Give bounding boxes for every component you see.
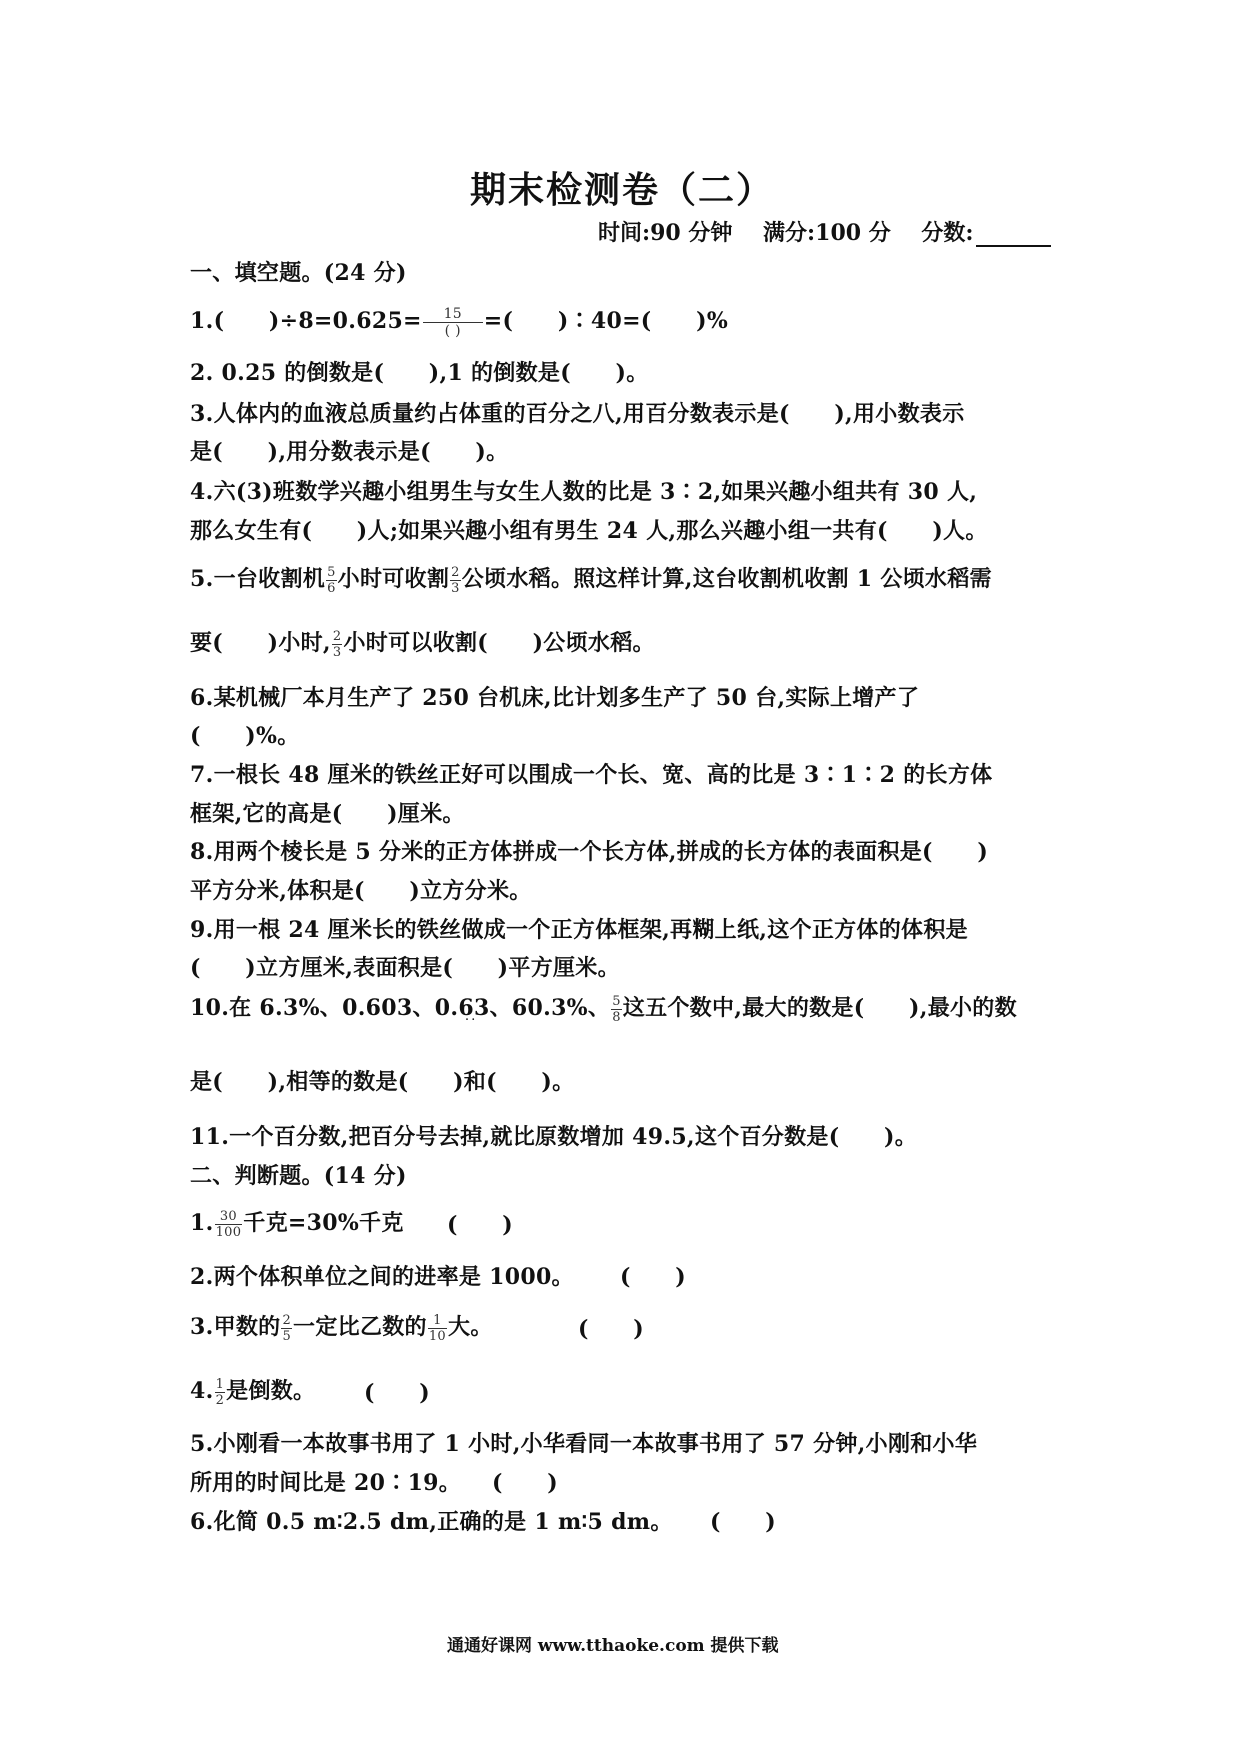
fraction-denominator: 6	[327, 580, 336, 596]
fraction-denominator: 10	[428, 1328, 447, 1344]
question-3-line-2: 是( ),用分数表示是( )。	[190, 439, 509, 465]
judge-3-text-b: 一定比乙数的	[293, 1314, 427, 1340]
judge-3-answer-blank[interactable]: ( )	[578, 1316, 645, 1342]
fraction-numerator: 2	[451, 564, 460, 580]
fraction-1-2	[215, 1378, 226, 1407]
full-score-info: 满分:100 分	[763, 220, 891, 246]
question-9-line-2: ( )立方厘米,表面积是( )平方厘米。	[190, 955, 620, 981]
judge-3-text-c: 大。	[448, 1314, 493, 1340]
question-10-text-a: 10.在 6.3%、0.603、0.6	[190, 995, 474, 1021]
judge-5-answer-blank[interactable]: ( )	[492, 1470, 559, 1496]
fraction-5-8	[611, 995, 622, 1024]
question-4-line-2: 那么女生有( )人;如果兴趣小组有男生 24 人,那么兴趣小组一共有( )人。	[190, 518, 988, 544]
fraction-30-100	[215, 1210, 243, 1239]
fraction-numerator: 2	[282, 1312, 292, 1328]
question-1	[190, 304, 728, 338]
fraction-numerator: 1	[215, 1376, 225, 1392]
judge-1-answer-blank[interactable]: ( )	[447, 1212, 514, 1238]
question-1-text-a: 1.( )÷8=0.625=	[190, 308, 422, 334]
judge-5-line-1: 5.小刚看一本故事书用了 1 小时,小华看同一本故事书用了 57 分钟,小刚和小华	[190, 1431, 978, 1457]
judge-3	[190, 1310, 493, 1343]
fraction-5-6	[326, 566, 337, 595]
question-10-text-b: 、60.3%、	[489, 995, 611, 1021]
judge-1-text: 千克=30%千克	[243, 1210, 404, 1236]
question-1-fraction	[423, 307, 483, 338]
question-5-line-2	[190, 626, 655, 659]
question-10-line-1	[190, 991, 1017, 1031]
fraction-numerator: 15	[443, 305, 462, 322]
fraction-numerator: 1	[433, 1312, 442, 1328]
judge-6-answer-blank[interactable]: ( )	[710, 1509, 777, 1535]
question-5-text-a: 5.一台收割机	[190, 566, 326, 592]
question-5-text-b: 小时可收割	[337, 566, 450, 592]
question-10-text-c: 这五个数中,最大的数是( ),最小的数	[622, 995, 1017, 1021]
page-title: 期末检测卷（二）	[470, 169, 775, 211]
judge-2-answer-blank[interactable]: ( )	[620, 1264, 687, 1290]
judge-2: 2.两个体积单位之间的进率是 1000。	[190, 1264, 574, 1290]
question-5-text-c: 公顷水稻。照这样计算,这台收割机收割 1 公顷水稻需	[461, 566, 992, 592]
fraction-1-10	[428, 1314, 447, 1343]
fraction-denominator: 5	[282, 1328, 292, 1344]
fraction-numerator: 5	[327, 564, 336, 580]
question-1-text-b: =( )∶40=( )%	[483, 308, 729, 334]
fraction-denominator: 8	[612, 1009, 621, 1025]
section-heading-fill: 一、填空题。(24 分)	[190, 260, 407, 286]
question-2: 2. 0.25 的倒数是( ),1 的倒数是( )。	[190, 360, 649, 386]
question-3-line-1: 3.人体内的血液总质量约占体重的百分之八,用百分数表示是( ),用小数表示	[190, 401, 965, 427]
repeating-digits: 3	[473, 995, 490, 1021]
repeat-dots: ˙˙	[463, 1017, 477, 1031]
fraction-numerator: 30	[219, 1208, 238, 1224]
question-7-line-2: 框架,它的高是( )厘米。	[190, 801, 465, 827]
question-8-line-1: 8.用两个棱长是 5 分米的正方体拼成一个长方体,拼成的长方体的表面积是( )	[190, 839, 989, 865]
fraction-2-3	[450, 566, 461, 595]
judge-1-number: 1.	[190, 1210, 214, 1236]
fraction-denominator: ( )	[423, 322, 483, 338]
judge-4-answer-blank[interactable]: ( )	[364, 1380, 431, 1406]
question-6-line-2: ( )%。	[190, 723, 300, 749]
section-heading-judge: 二、判断题。(14 分)	[190, 1163, 407, 1189]
question-7-line-1: 7.一根长 48 厘米的铁丝正好可以围成一个长、宽、高的比是 3∶1∶2 的长方体	[190, 762, 993, 788]
time-info: 时间:90 分钟	[598, 220, 733, 246]
judge-3-text-a: 3.甲数的	[190, 1314, 281, 1340]
fraction-numerator: 5	[612, 993, 621, 1009]
fraction-2-5	[281, 1314, 292, 1343]
judge-4-text: 是倒数。	[226, 1378, 316, 1404]
question-6-line-1: 6.某机械厂本月生产了 250 台机床,比计划多生产了 50 台,实际上增产了	[190, 685, 920, 711]
fraction-2-3	[332, 630, 343, 659]
question-9-line-1: 9.用一根 24 厘米长的铁丝做成一个正方体框架,再糊上纸,这个正方体的体积是	[190, 917, 968, 943]
fraction-denominator: 100	[215, 1224, 242, 1240]
judge-5-line-2: 所用的时间比是 20∶19。	[190, 1470, 462, 1496]
question-10-line-2: 是( ),相等的数是( )和( )。	[190, 1069, 575, 1095]
footer-credit: 通通好课网 www.tthaoke.com 提供下载	[447, 1636, 779, 1656]
fraction-denominator: 2	[215, 1392, 225, 1408]
question-5-text-d: 要( )小时,	[190, 630, 331, 656]
judge-1	[190, 1206, 404, 1239]
judge-4-number: 4.	[190, 1378, 214, 1404]
score-label: 分数:	[921, 220, 974, 246]
question-4-line-1: 4.六(3)班数学兴趣小组男生与女生人数的比是 3∶2,如果兴趣小组共有 30 人,	[190, 479, 978, 505]
exam-meta	[598, 216, 1051, 247]
score-blank[interactable]	[976, 223, 1051, 247]
repeating-decimal-digit	[463, 995, 490, 1031]
judge-4	[190, 1374, 315, 1407]
question-11: 11.一个百分数,把百分号去掉,就比原数增加 49.5,这个百分数是( )。	[190, 1124, 918, 1150]
judge-6: 6.化简 0.5 m∶2.5 dm,正确的是 1 m∶5 dm。	[190, 1509, 673, 1535]
fraction-denominator: 3	[451, 580, 460, 596]
question-5-line-1	[190, 562, 992, 595]
question-5-text-e: 小时可以收割( )公顷水稻。	[343, 630, 655, 656]
question-8-line-2: 平方分米,体积是( )立方分米。	[190, 878, 532, 904]
fraction-numerator: 2	[332, 628, 342, 644]
fraction-denominator: 3	[332, 644, 342, 660]
